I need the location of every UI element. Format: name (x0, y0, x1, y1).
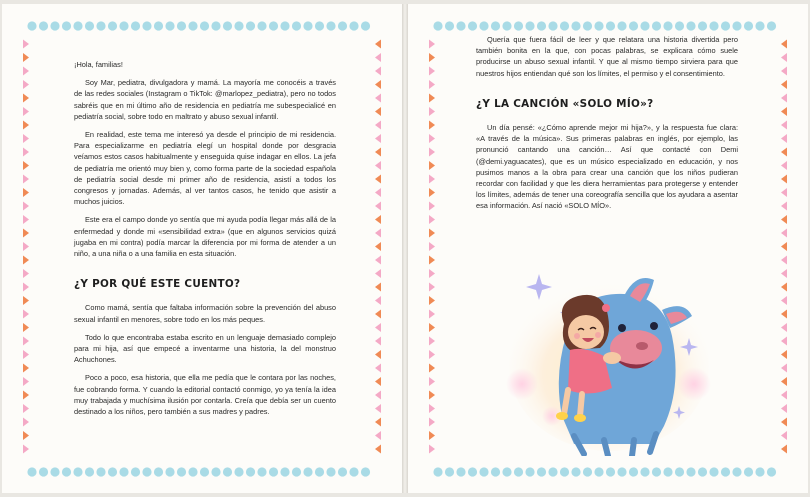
border-dot (755, 467, 764, 476)
border-triangle (23, 269, 29, 278)
border-triangle (429, 67, 435, 76)
border-triangle (781, 418, 787, 427)
border-dot (732, 21, 741, 30)
border-dot (188, 21, 197, 30)
border-dot (96, 21, 105, 30)
border-dot (246, 467, 255, 476)
border-triangle (23, 67, 29, 76)
border-triangle (781, 350, 787, 359)
border-dot (721, 21, 730, 30)
border-triangle (375, 107, 381, 116)
border-dot (131, 467, 140, 476)
border-triangle (781, 134, 787, 143)
border-dot (767, 467, 776, 476)
border-dot (698, 467, 707, 476)
border-triangle (781, 80, 787, 89)
border-dot (468, 467, 477, 476)
border-triangle (23, 296, 29, 305)
border-dot (326, 21, 335, 30)
border-dot (131, 21, 140, 30)
border-triangle (781, 53, 787, 62)
border-dot (606, 467, 615, 476)
border-triangle (429, 107, 435, 116)
border-triangle (429, 80, 435, 89)
border-dot (571, 21, 580, 30)
border-dot (338, 21, 347, 30)
border-triangle (375, 161, 381, 170)
border-triangle (23, 202, 29, 211)
border-triangle (23, 404, 29, 413)
border-triangle (781, 391, 787, 400)
border-triangle (375, 310, 381, 319)
border-triangle (429, 40, 435, 49)
border-triangle (429, 175, 435, 184)
border-dot (502, 467, 511, 476)
border-triangle (781, 377, 787, 386)
border-dot (675, 467, 684, 476)
border-dot (39, 467, 48, 476)
heading-why-this-story: ¿Y POR QUÉ ESTE CUENTO? (74, 278, 241, 291)
border-triangle (375, 431, 381, 440)
border-triangle (429, 445, 435, 454)
border-triangle (781, 202, 787, 211)
border-dot (594, 21, 603, 30)
border-triangle (23, 283, 29, 292)
border-dot (39, 21, 48, 30)
border-triangle (23, 148, 29, 157)
border-dot (50, 21, 59, 30)
border-dot (709, 467, 718, 476)
border-triangle (375, 148, 381, 157)
border-triangle (23, 337, 29, 346)
border-dot (108, 467, 117, 476)
border-triangle (781, 107, 787, 116)
border-triangle (781, 215, 787, 224)
border-dot (165, 21, 174, 30)
border-triangle (375, 242, 381, 251)
border-dot (525, 467, 534, 476)
border-dot (257, 467, 266, 476)
border-triangle (23, 364, 29, 373)
intro-paragraph-2: En realidad, este tema me interesó ya desde el principio de mi residencia. Para especializarme en pediatría elegí un hospital donde por desgracia veíamos estos casos habitualmente y enseguida quise indagar en ellos. La jefa de pediatría me orientó muy bien y, como forma parte de la sociedad española de pediatría social desde mi primer año de residencia, asistí a todos los congresos y jornadas. Además, al ver tantos casos, he tenido que asistir a muchos juicios. (74, 130, 336, 207)
border-dot (652, 21, 661, 30)
border-triangle (781, 161, 787, 170)
border-dot (686, 467, 695, 476)
border-dot (292, 467, 301, 476)
border-triangle (375, 337, 381, 346)
border-triangle (23, 53, 29, 62)
border-dot (560, 21, 569, 30)
border-triangle (429, 256, 435, 265)
border-dot (246, 21, 255, 30)
border-triangle (375, 94, 381, 103)
border-dot (744, 467, 753, 476)
border-dot (62, 467, 71, 476)
border-triangle (23, 175, 29, 184)
border-dot (721, 467, 730, 476)
border-dot (349, 21, 358, 30)
border-triangle (781, 283, 787, 292)
border-triangle (429, 283, 435, 292)
border-triangle (375, 323, 381, 332)
border-triangle (429, 202, 435, 211)
border-dot (617, 467, 626, 476)
border-dot (560, 467, 569, 476)
border-dot (445, 467, 454, 476)
border-triangle (781, 121, 787, 130)
border-triangle (23, 377, 29, 386)
border-dot (269, 21, 278, 30)
border-dot (433, 21, 442, 30)
right-page-text (476, 34, 738, 219)
border-dot (280, 467, 289, 476)
border-dot (433, 467, 442, 476)
border-dot (629, 467, 638, 476)
border-dot (663, 467, 672, 476)
border-dot (50, 467, 59, 476)
border-triangle (375, 391, 381, 400)
border-dot (514, 467, 523, 476)
border-triangle (781, 296, 787, 305)
border-triangle (429, 296, 435, 305)
border-dot (709, 21, 718, 30)
border-triangle (23, 350, 29, 359)
border-triangle (375, 67, 381, 76)
border-dot (445, 21, 454, 30)
border-triangle (429, 94, 435, 103)
intro-paragraph-3: Este era el campo donde yo sentía que mi ayuda podía llegar más allá de la enfermedad y donde mi «sensibilidad extra» (que en algunos servicios quizá jugaba en mi contra) podía marcar la diferencia por mi forma de atender a un niño, a una niña o a una familia en esta situación. (74, 215, 336, 259)
border-triangle (781, 40, 787, 49)
border-dot (154, 467, 163, 476)
border-dot (456, 467, 465, 476)
border-triangle (429, 53, 435, 62)
border-dot (27, 467, 36, 476)
border-dot (85, 21, 94, 30)
border-dot (165, 467, 174, 476)
border-triangle (23, 391, 29, 400)
border-dot (96, 467, 105, 476)
border-triangle (429, 215, 435, 224)
pink-bubble-left (506, 368, 538, 400)
border-triangle (429, 148, 435, 157)
border-triangle (781, 94, 787, 103)
story-paragraph-3: Poco a poco, esa historia, que ella me pedía que le contara por las noches, fue cobrando forma. Y cuando la editorial contactó conmigo, yo ya tenía la idea muy trabajada y muchísima ilusión por contarla. Creía que debía ser un cuento destinado a los niños, pero también a sus madres y padres. (74, 373, 336, 417)
border-dot (468, 21, 477, 30)
border-triangle (23, 188, 29, 197)
border-triangle (781, 148, 787, 157)
border-triangle (781, 445, 787, 454)
border-dot (617, 21, 626, 30)
border-dot (119, 21, 128, 30)
border-triangle (375, 134, 381, 143)
border-triangle (375, 53, 381, 62)
border-triangle (429, 134, 435, 143)
border-triangle (781, 229, 787, 238)
border-dot (27, 21, 36, 30)
border-dot (514, 21, 523, 30)
border-triangle (781, 188, 787, 197)
border-dot (640, 21, 649, 30)
border-dot (188, 467, 197, 476)
border-dot (303, 467, 312, 476)
border-triangle (429, 364, 435, 373)
border-triangle (429, 377, 435, 386)
border-triangle (23, 256, 29, 265)
border-triangle (781, 242, 787, 251)
border-dot (629, 21, 638, 30)
border-dot (315, 21, 324, 30)
border-dot (640, 467, 649, 476)
border-dot (326, 467, 335, 476)
border-dot (234, 21, 243, 30)
border-triangle (23, 229, 29, 238)
border-triangle (781, 175, 787, 184)
border-triangle (23, 418, 29, 427)
border-dot (200, 21, 209, 30)
border-triangle (23, 40, 29, 49)
border-dot (154, 21, 163, 30)
border-dot (479, 467, 488, 476)
border-triangle (23, 134, 29, 143)
border-triangle (781, 310, 787, 319)
border-dot (200, 467, 209, 476)
border-triangle (375, 364, 381, 373)
border-dot (537, 21, 546, 30)
border-triangle (23, 242, 29, 251)
border-triangle (781, 364, 787, 373)
border-triangle (23, 323, 29, 332)
border-triangle (429, 188, 435, 197)
border-triangle (375, 350, 381, 359)
border-dot (652, 467, 661, 476)
border-triangle (429, 269, 435, 278)
border-triangle (429, 431, 435, 440)
border-dot (663, 21, 672, 30)
border-triangle (429, 391, 435, 400)
border-triangle (781, 67, 787, 76)
border-dot (675, 21, 684, 30)
border-dot (361, 467, 370, 476)
border-triangle (781, 431, 787, 440)
border-dot (502, 21, 511, 30)
border-dot (62, 21, 71, 30)
border-dot (177, 21, 186, 30)
border-dot (211, 467, 220, 476)
border-triangle (23, 107, 29, 116)
border-dot (280, 21, 289, 30)
border-dot (338, 467, 347, 476)
border-dot (177, 467, 186, 476)
right-page (408, 4, 808, 493)
border-dot (142, 21, 151, 30)
border-dot (303, 21, 312, 30)
song-paragraph: Un día pensé: «¿Cómo aprende mejor mi hija?», y la respuesta fue clara: «A través de la música». Sus primeras palabras en inglés, por ejemplo, las pronunció cantando una canción… Así que contacté con Demi (@demi.yaguacates), que es un músico especializado en educación, y nos pusimos manos a la obra para crear una canción que los niños pudieran recordar con facilidad y que les diera herramientas para protegerse y entender los límites, además de tener una coreografía sencilla que los ayudara a asentar esa información. Así nació «SOLO MÍO». (476, 123, 738, 211)
border-dot (108, 21, 117, 30)
border-triangle (375, 445, 381, 454)
border-triangle (23, 94, 29, 103)
border-triangle (375, 377, 381, 386)
border-dot (594, 467, 603, 476)
border-dot (73, 467, 82, 476)
border-dot (211, 21, 220, 30)
border-triangle (375, 121, 381, 130)
border-dot (548, 467, 557, 476)
border-dot (85, 467, 94, 476)
border-triangle (375, 229, 381, 238)
border-dot (315, 467, 324, 476)
border-triangle (375, 175, 381, 184)
border-dot (767, 21, 776, 30)
border-triangle (375, 215, 381, 224)
border-dot (606, 21, 615, 30)
border-dot (142, 467, 151, 476)
right-paragraph-top: Quería que fuera fácil de leer y que relatara una historia divertida pero también bonita en la que, con pocas palabras, se explicara cómo suele producirse un abuso sexual infantil. Y que al mismo tiempo sirviera para que nuestros hijos entiendan qué son los límites, el permiso y el consentimiento. (476, 35, 738, 78)
border-triangle (23, 121, 29, 130)
border-triangle (375, 202, 381, 211)
border-triangle (781, 337, 787, 346)
border-dot (223, 21, 232, 30)
border-dot (349, 467, 358, 476)
border-dot (525, 21, 534, 30)
story-paragraph-1: Como mamá, sentía que faltaba información sobre la prevención del abuso sexual infantil en menores, sobre todo en los más peques. (74, 303, 336, 324)
border-triangle (375, 40, 381, 49)
border-dot (456, 21, 465, 30)
left-page (2, 4, 402, 493)
border-triangle (781, 256, 787, 265)
border-dot (269, 467, 278, 476)
border-triangle (375, 80, 381, 89)
intro-paragraph-1: Soy Mar, pediatra, divulgadora y mamá. La mayoría me conocéis a través de las redes sociales (Instagram o TikTok: @marlopez_pediatra), pero no todos sabréis que en mi último año de residencia en pediatría me subespecialicé en pediatría social, sobre todo en maltrato y abuso sexual infantil. (74, 78, 336, 121)
border-triangle (375, 256, 381, 265)
border-triangle (429, 310, 435, 319)
border-dot (292, 21, 301, 30)
pink-bubble-right (677, 367, 711, 401)
border-dot (583, 467, 592, 476)
greeting: ¡Hola, familias! (74, 60, 123, 69)
border-dot (491, 21, 500, 30)
left-page-text (74, 59, 336, 424)
border-dot (732, 467, 741, 476)
border-triangle (23, 161, 29, 170)
border-triangle (23, 445, 29, 454)
border-triangle (429, 242, 435, 251)
border-dot (119, 467, 128, 476)
border-dot (361, 21, 370, 30)
border-triangle (23, 215, 29, 224)
border-dot (744, 21, 753, 30)
border-triangle (429, 337, 435, 346)
heading-song: ¿Y LA CANCIÓN «SOLO MÍO»? (476, 97, 654, 110)
border-dot (223, 467, 232, 476)
border-dot (548, 21, 557, 30)
border-dot (257, 21, 266, 30)
border-dot (234, 467, 243, 476)
border-triangle (781, 404, 787, 413)
border-dot (755, 21, 764, 30)
border-dot (537, 467, 546, 476)
border-triangle (375, 188, 381, 197)
border-dot (698, 21, 707, 30)
border-dot (491, 467, 500, 476)
border-triangle (781, 323, 787, 332)
border-triangle (23, 310, 29, 319)
border-triangle (429, 418, 435, 427)
border-triangle (23, 80, 29, 89)
border-triangle (375, 418, 381, 427)
border-dot (583, 21, 592, 30)
border-triangle (429, 121, 435, 130)
border-dot (686, 21, 695, 30)
border-dot (479, 21, 488, 30)
border-triangle (429, 404, 435, 413)
girl-hugging-monster-illustration (504, 266, 714, 456)
border-triangle (429, 350, 435, 359)
border-dot (73, 21, 82, 30)
border-triangle (23, 431, 29, 440)
border-triangle (375, 269, 381, 278)
border-triangle (781, 269, 787, 278)
border-triangle (375, 404, 381, 413)
story-paragraph-2: Todo lo que encontraba estaba escrito en un lenguaje demasiado complejo para mi hija, así que empecé a inventarme una historia, la del monstruo Achuchones. (74, 332, 336, 365)
border-dot (571, 467, 580, 476)
border-triangle (375, 296, 381, 305)
border-triangle (375, 283, 381, 292)
border-triangle (429, 229, 435, 238)
border-triangle (429, 323, 435, 332)
border-triangle (429, 161, 435, 170)
